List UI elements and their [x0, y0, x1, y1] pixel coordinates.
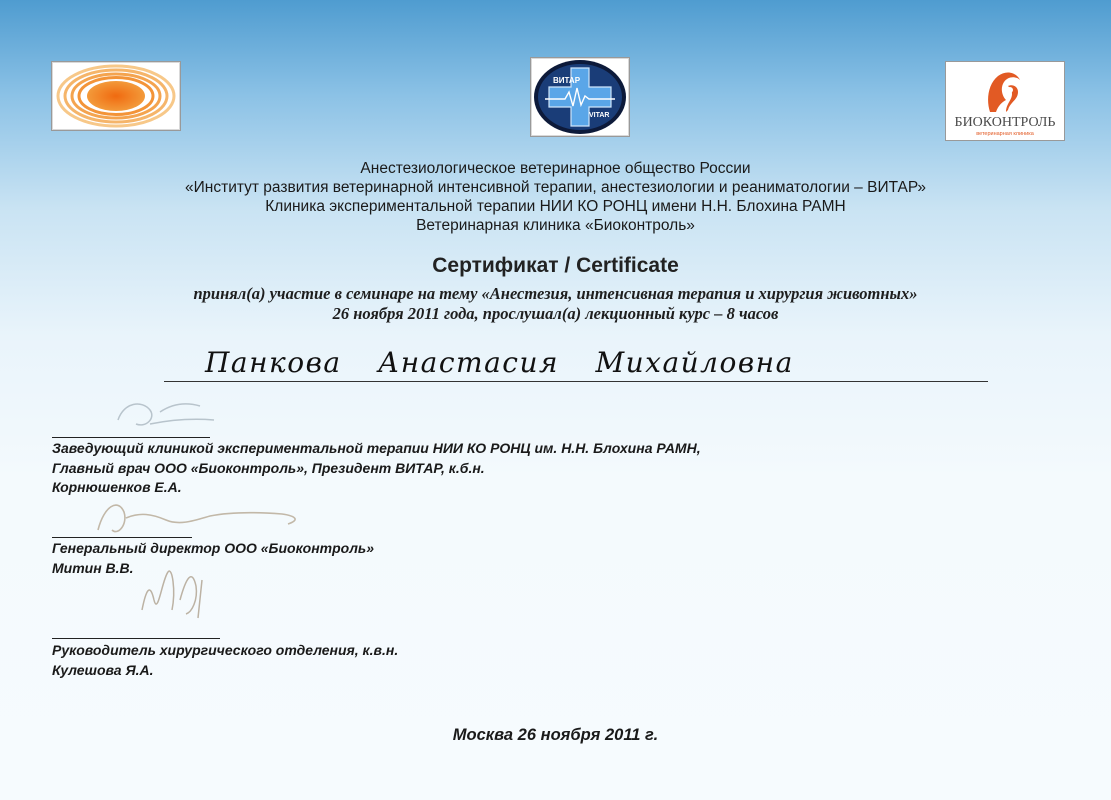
signatory-1-position-2: Главный врач ООО «Биоконтроль», Президент ВИТАР, к.б.н.	[52, 459, 485, 476]
logo-center	[530, 57, 630, 137]
org-line: Анестезиологическое ветеринарное общество России	[360, 160, 751, 177]
course-info-text: 26 ноября 2011 года, прослушал(а) лекционный курс – 8 часов	[332, 304, 779, 323]
organizations-header	[0, 159, 1111, 235]
signature-1	[118, 404, 214, 425]
org-line: Ветеринарная клиника «Биоконтроль»	[416, 217, 695, 234]
logo-right	[945, 61, 1065, 141]
place-and-date: Москва 26 ноября 2011 г.	[452, 726, 659, 744]
org-line: Клиника экспериментальной терапии НИИ КО РОНЦ имени Н.Н. Блохина РАМН	[265, 198, 846, 215]
biokontrol-figure-icon	[946, 62, 1064, 140]
signature-2	[98, 505, 295, 531]
signatory-2-name: Митин В.В.	[52, 559, 134, 576]
signature-line-1	[52, 437, 210, 438]
signatory-3	[52, 641, 398, 680]
signatory-1	[52, 439, 701, 498]
signatory-2-position: Генеральный директор ООО «Биоконтроль»	[52, 540, 375, 556]
certificate-title: Сертификат / Certificate	[432, 254, 679, 277]
signatory-1-name: Корнюшенков Е.А.	[52, 479, 182, 495]
signature-line-3	[52, 638, 220, 639]
biokontrol-subtitle: ветеринарная клиника	[976, 131, 1034, 137]
signatory-3-position: Руководитель хирургического отделения, к.в.н.	[52, 642, 399, 658]
signature-line-2	[52, 537, 192, 538]
blue-cross-ecg-icon	[531, 58, 629, 136]
recipient-name: Панкова Анастасия Михайловна	[205, 346, 794, 379]
signatory-1-position: Заведующий клиникой экспериментальной терапии НИИ КО РОНЦ им. Н.Н. Блохина РАМН,	[52, 440, 701, 456]
concentric-sun-icon	[52, 62, 180, 130]
org-line: «Институт развития ветеринарной интенсивной терапии, анестезиологии и реаниматологии – ВИТАР»	[185, 179, 926, 196]
vitar-text-bottom: VITAR	[589, 112, 610, 119]
signatory-3-name: Кулешова Я.А.	[52, 661, 154, 678]
vitar-text-top: ВИТАР	[553, 76, 581, 85]
signatory-2	[52, 539, 374, 578]
name-underline	[164, 381, 988, 382]
signature-3	[142, 571, 202, 618]
logo-left	[51, 61, 181, 131]
biokontrol-name: БИОКОНТРОЛЬ	[954, 115, 1056, 130]
participation-text: принял(а) участие в семинаре на тему «Анестезия, интенсивная терапия и хирургия животных»	[193, 284, 918, 303]
